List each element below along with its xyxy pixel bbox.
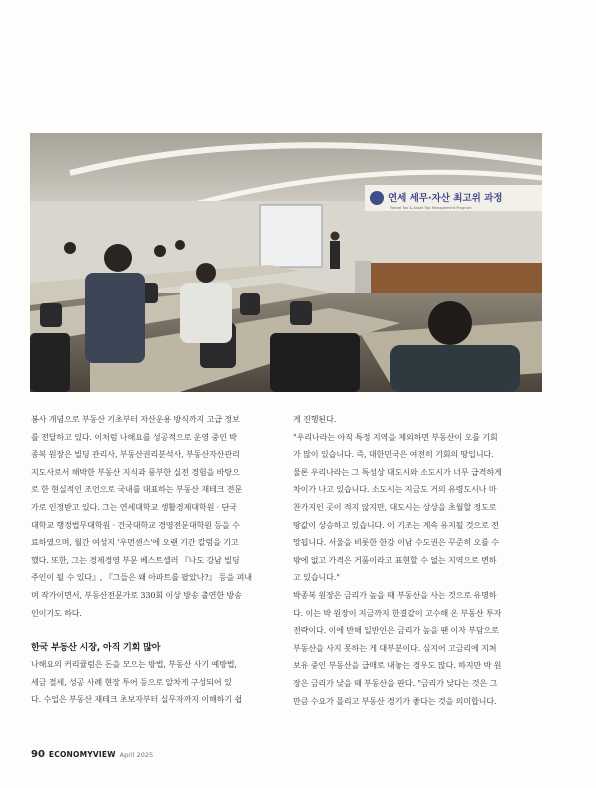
banner-title: 연세 세무·자산 최고위 과정: [388, 193, 503, 204]
section-subheading: 한국 부동산 시장, 아직 기회 많아: [31, 643, 161, 654]
page-number: 90: [31, 749, 45, 760]
attendee: [196, 263, 216, 283]
attendee: [390, 345, 520, 392]
right-column: [293, 411, 539, 710]
attendee: [104, 244, 132, 272]
issue-date: April 2025: [119, 751, 154, 759]
body-paragraph: 봉사 개념으로 부동산 기초부터 자산운용 방식까지 고급 정보 를 전달하고 있다. 이처럼 나해요를 성공적으로 운영 중인 박 종복 원장은 빌딩 관리사, 부동산권리분석사, 부동산자산관리 지도사로서 해박한 부동산 지식과 풍부한 실전 경험을 바탕으 로 한 현실적인 조언으로 국내를 대표하는 부동산 재테크 전문 가로 인정받고 있다. 그는 연세대학교 생활경제대학원 · 단국 대학교 행정법무대학원 · 건국대학교 경영전문대학원 등을 수 료하였으며, 월간 여성지 '우먼센스'에 오랜 기간 칼럼을 기고 했다. 또한, 그는 경제경영 부문 베스트셀러 『나도 강남 빌딩 주인이 될 수 있다』, 『그들은 왜 아파트를 팔았나?』 등을 펴내 며 작가이면서, 부동산전문가로 330회 이상 방송 출연한 방송 인이기도 하다.: [31, 414, 252, 618]
speaker-person: [330, 241, 340, 269]
university-logo-icon: [370, 191, 384, 205]
lecture-hall-illustration: [30, 133, 542, 392]
banner-subtitle: Yonsei Tax & Asset Top Management Program: [390, 206, 472, 210]
magazine-name: ECONOMYVIEW: [48, 750, 116, 759]
lecture-photo: [30, 133, 542, 392]
attendee: [85, 273, 145, 363]
left-column: [31, 411, 277, 709]
body-paragraph: 게 진행된다.: [293, 414, 337, 424]
page-footer: [31, 749, 153, 760]
quote-paragraph: "우리나라는 아직 특정 지역을 제외하면 부동산이 오를 기회 가 많이 있습니다. 즉, 대한민국은 여전히 기회의 땅입니다. 물론 우리나라는 그 특성상 대도시와 소도시가 너무 급격하게 차이가 나고 있습니다. 소도시는 지금도 거의 유령도시나 마 찬가지인 곳이 적지 않지만, 대도시는 상상을 초월할 정도로 땅값이 상승하고 있습니다. 이 기조는 계속 유지될 것으로 전 망됩니다. 서울을 비롯한 한강 이남 수도권은 꾸준히 오를 수 밖에 없고 가격은 거품이라고 표현할 수 없는 지역으로 변하 고 있습니다.": [293, 431, 502, 583]
body-paragraph: 박종복 원장은 금리가 높을 때 부동산을 사는 것으로 유명하 다. 이는 박 원장이 지금까지 한결같이 고수해 온 부동산 투자 전략이다. 이에 반해 일반인은 금리가 높을 땐 이자 부담으로 부동산을 사지 못하는 게 대부분이다. 심지어 고금리에 지쳐 보유 중인 부동산을 급매로 내놓는 경우도 많다. 하지만 박 원 장은 금리가 낮을 때 부동산을 판다. "금리가 낮다는 것은 그 만큼 수요가 몰리고 부동산 경기가 좋다는 것을 의미합니다.: [293, 589, 502, 706]
attendee: [180, 283, 232, 343]
projection-screen: [260, 205, 322, 267]
podium: [355, 261, 371, 295]
body-paragraph: 나해요의 커리큘럼은 돈을 모으는 방법, 부동산 사기 예방법, 세금 절세, 성공 사례 현장 투어 등으로 알차게 구성되어 있 다. 수업은 부동산 재테크 초보자부터 실무자까지 이해하기 쉽: [31, 659, 243, 705]
attendee: [428, 301, 472, 345]
